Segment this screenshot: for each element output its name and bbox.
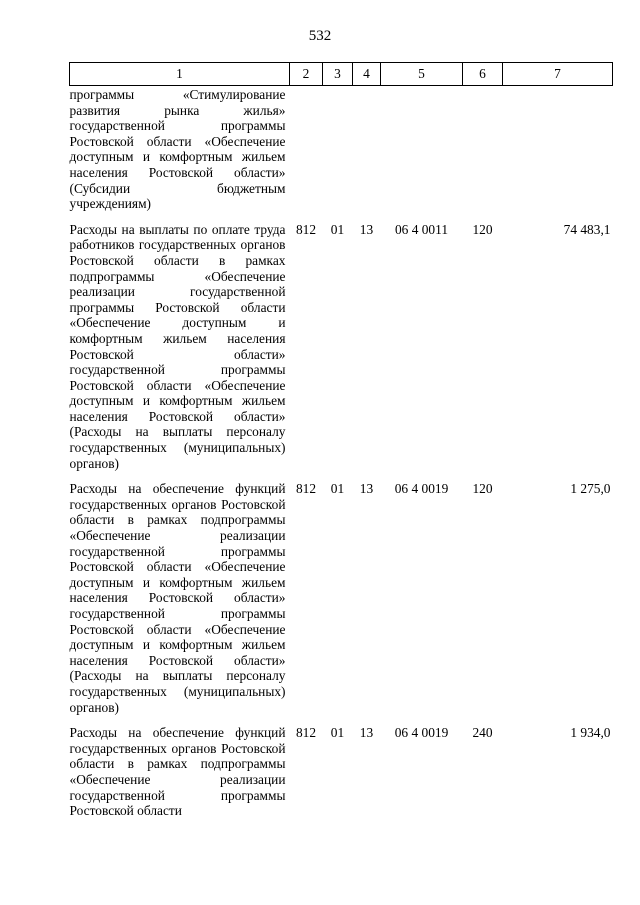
row-col-3: 01 xyxy=(330,221,345,237)
row-col-4: 13 xyxy=(359,725,374,741)
row-amount: 74 483,1 xyxy=(563,221,611,237)
row-col-5: 06 4 0011 xyxy=(394,221,449,237)
row-col-2: 812 xyxy=(295,481,317,497)
table-header xyxy=(70,63,613,86)
row-amount xyxy=(503,86,613,222)
row-col-3: 01 xyxy=(330,725,345,741)
row-name: программы «Стимулирование развития рынка жилья» государственной программы Ростовской области «Обеспечение доступным и комфортным жильем населения Ростовской области» (Субсидии бюджетным учреждениям) xyxy=(69,87,286,212)
row-col-6: 240 xyxy=(472,725,493,741)
table-row xyxy=(70,725,613,819)
row-name: Расходы на обеспечение функций государственных органов Ростовской области в рамках подпрограммы «Обеспечение реализации государственной программы Ростовской области «Обеспечение доступным и комфортным жильем населения Ростовской области» государственной программы Ростовской области «Обеспечение доступным и комфортным жильем населения Ростовской области» (Расходы на выплаты персоналу государственных (муниципальных) органов) xyxy=(69,481,286,715)
row-col-4: 13 xyxy=(359,221,374,237)
table-body xyxy=(70,86,613,819)
header-col-7: 7 xyxy=(503,63,613,86)
header-col-4: 4 xyxy=(353,63,381,86)
header-col-6: 6 xyxy=(463,63,503,86)
row-col-4: 13 xyxy=(359,481,374,497)
row-amount: 1 934,0 xyxy=(570,725,611,741)
budget-table xyxy=(69,62,613,819)
row-col-4 xyxy=(353,86,381,222)
row-name: Расходы на выплаты по оплате труда работников государственных органов Ростовской области в рамках подпрограммы «Обеспечение реализации государственной программы Ростовской области «Обеспечение доступным и комфортным жильем населения Ростовской области» государственной программы Ростовской области «Обеспечение доступным и комфортным жильем населения Ростовской области» (Расходы на выплаты персоналу государственных (муниципальных) органов) xyxy=(69,221,286,471)
row-col-5 xyxy=(381,86,463,222)
row-amount: 1 275,0 xyxy=(570,481,611,497)
header-col-3: 3 xyxy=(323,63,353,86)
row-col-2: 812 xyxy=(295,221,317,237)
table-row xyxy=(70,86,613,222)
header-col-2: 2 xyxy=(290,63,323,86)
row-col-3 xyxy=(323,86,353,222)
row-col-5: 06 4 0019 xyxy=(394,481,449,497)
page-number: 532 xyxy=(308,28,332,44)
header-col-5: 5 xyxy=(381,63,463,86)
row-name: Расходы на обеспечение функций государственных органов Ростовской области в рамках подпрограммы «Обеспечение реализации государственной программы Ростовской области xyxy=(69,725,286,819)
row-col-6: 120 xyxy=(472,221,493,237)
header-row xyxy=(70,63,613,86)
row-col-3: 01 xyxy=(330,481,345,497)
row-col-5: 06 4 0019 xyxy=(394,725,449,741)
header-col-1: 1 xyxy=(70,63,290,86)
table-row xyxy=(70,481,613,725)
row-col-2: 812 xyxy=(295,725,317,741)
row-col-6 xyxy=(463,86,503,222)
row-col-2 xyxy=(290,86,323,222)
row-col-6: 120 xyxy=(472,481,493,497)
table-row xyxy=(70,222,613,482)
